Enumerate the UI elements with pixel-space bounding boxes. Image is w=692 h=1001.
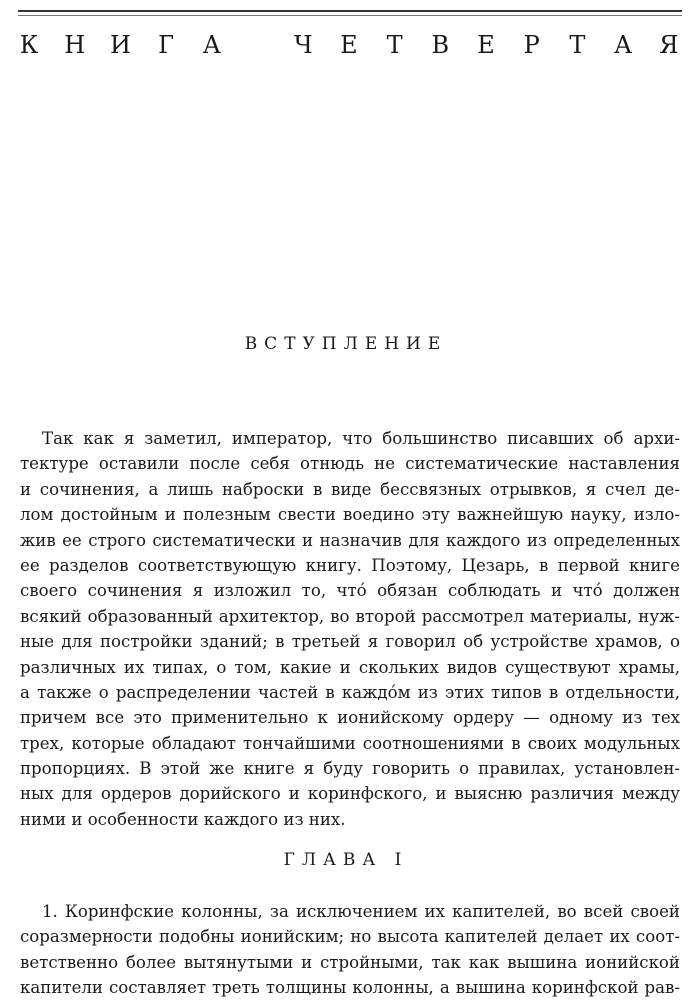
intro-heading: ВСТУПЛЕНИЕ — [244, 334, 448, 354]
text-line: тектуре оставили после себя отнюдь не систематические наставления — [20, 454, 680, 474]
text-line: ветственно более вытянутыми и стройными, так как вышина ионийской — [20, 952, 680, 972]
text-line: и сочинения, а лишь наброски в виде бессвязных отрывков, я счел де- — [20, 479, 680, 499]
text-line: 1. Коринфские колонны, за исключением их капителей, во всей своей — [42, 902, 680, 921]
text-line: ных для ордеров дорийского и коринфского, и выясню различия между — [20, 784, 680, 804]
book-title — [18, 28, 680, 62]
title-letter: Т — [569, 31, 586, 59]
text-line: ее разделов соответствующую книгу. Поэтому, Цезарь, в первой книге — [20, 555, 680, 575]
title-letter — [247, 28, 269, 62]
title-letter: Н — [64, 31, 86, 59]
text-line: ними и особенности каждого из них. — [20, 809, 346, 829]
title-letter: Ч — [293, 31, 313, 59]
title-letter: Р — [523, 31, 540, 59]
text-line: своего сочинения я изложил то, что́ обязан соблюдать и что́ должен — [20, 581, 680, 601]
text-line: пропорциях. В этой же книге я буду говорить о правилах, установлен- — [20, 759, 680, 779]
title-letter: И — [109, 31, 131, 59]
title-letter: Т — [386, 31, 403, 59]
text-line: различных их типах, о том, какие и скольких видов существуют храмы, — [20, 657, 680, 677]
title-letter: А — [614, 31, 633, 59]
text-line: Так как я заметил, император, что большинство писавших об архи- — [42, 429, 680, 448]
title-letter: Е — [340, 31, 358, 59]
title-letter: К — [19, 31, 39, 59]
text-line: жив ее строго систематически и назначив для каждого из определенных — [20, 530, 680, 550]
text-line: лом достойным и полезным свести воедино эту важнейшую науку, изло- — [20, 505, 680, 525]
text-line: а также о распределении частей в каждо́м из этих типов в отдельности, — [20, 682, 680, 702]
intro-paragraph — [20, 426, 680, 832]
chapter-heading: ГЛАВА I — [283, 850, 409, 870]
text-line: причем все это применительно к ионийскому ордеру — одному из тех — [20, 708, 680, 728]
title-letter: А — [202, 31, 221, 59]
text-line: соразмерности подобны ионийским; но высота капителей делает их соот- — [20, 927, 680, 947]
title-letter: Я — [659, 31, 679, 59]
text-line: трех, которые обладают тончайшими соотношениями в своих модульных — [20, 733, 680, 753]
text-line: всякий образованный архитектор, во второй рассмотрел материалы, нуж- — [20, 606, 680, 626]
title-letter: В — [431, 31, 450, 59]
text-line: капители составляет треть толщины колонны, а вышина коринфской рав- — [20, 978, 680, 998]
title-letter: Г — [158, 31, 175, 59]
top-rule — [18, 10, 682, 16]
title-letter: Е — [477, 31, 495, 59]
chapter-paragraph — [20, 899, 680, 1001]
text-line: ные для постройки зданий; в третьей я говорил об устройстве храмов, о — [20, 632, 680, 652]
